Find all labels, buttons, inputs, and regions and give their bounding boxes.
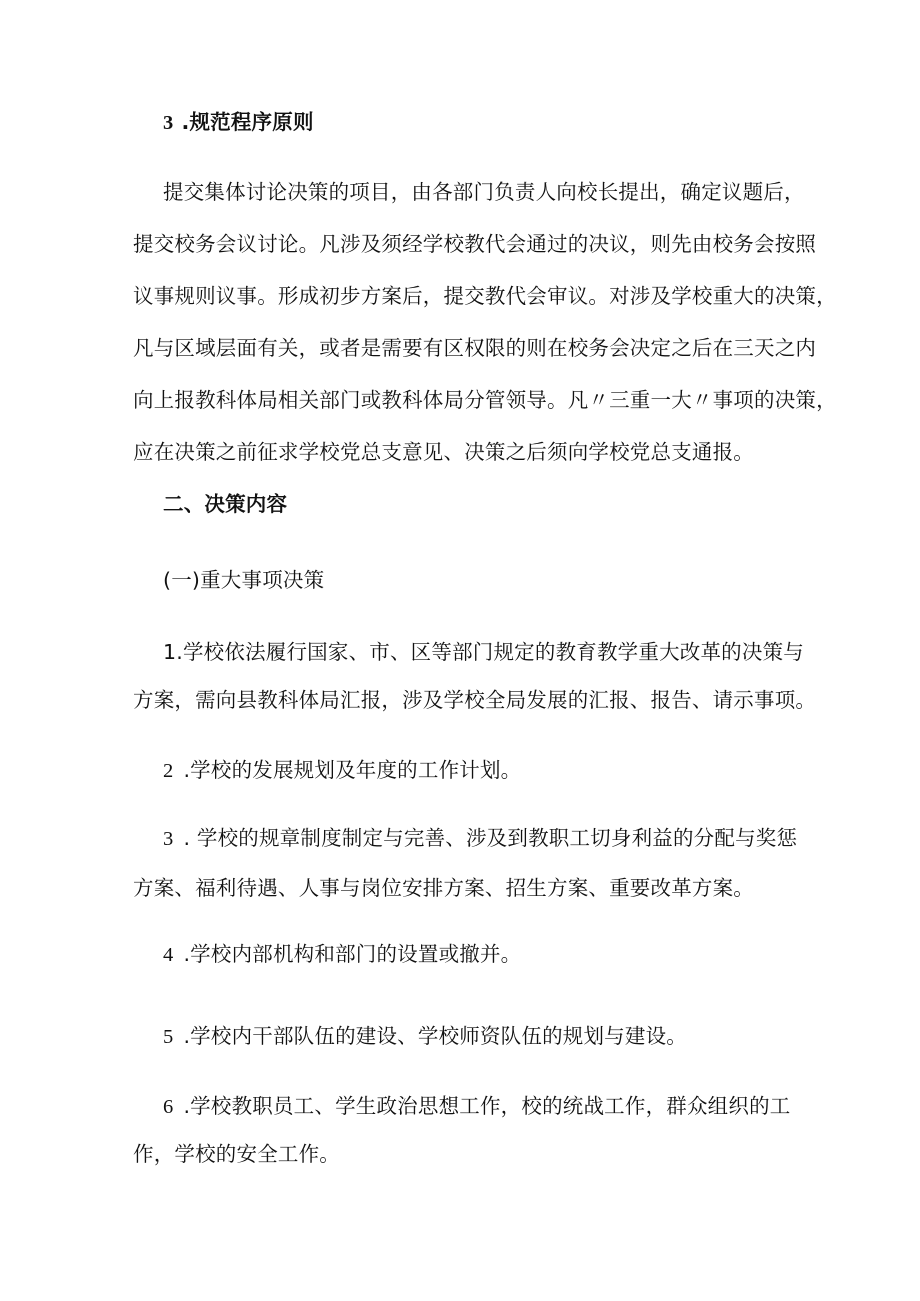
paragraph-line: 提交校务会议讨论。凡涉及须经学校教代会通过的决议，则先由校务会按照 bbox=[133, 232, 817, 256]
paragraph-line: 向上报教科体局相关部门或教科体局分管领导。凡〃三重一大〃事项的决策， bbox=[133, 388, 837, 412]
item-text: .学校教职员工、学生政治思想工作，校的统战工作，群众组织的工 bbox=[183, 1094, 791, 1118]
item-text: .学校的发展规划及年度的工作计划。 bbox=[183, 758, 522, 782]
list-item-continuation: 方案、福利待遇、人事与岗位安排方案、招生方案、重要改革方案。 bbox=[133, 876, 754, 900]
paragraph-line: 凡与区域层面有关，或者是需要有区权限的则在校务会决定之后在三天之内 bbox=[133, 336, 817, 360]
list-item bbox=[163, 1022, 687, 1051]
section-number: 3 bbox=[163, 112, 174, 134]
subsection-heading: (一)重大事项决策 bbox=[163, 568, 325, 592]
item-number: 2 bbox=[163, 760, 174, 782]
paragraph-line: 提交集体讨论决策的项目，由各部门负责人向校长提出，确定议题后， bbox=[163, 180, 805, 204]
item-number: 1 bbox=[163, 640, 177, 664]
list-item bbox=[163, 940, 521, 969]
list-item-continuation: 作，学校的安全工作。 bbox=[133, 1142, 340, 1166]
list-item bbox=[163, 638, 804, 666]
list-item bbox=[163, 1092, 790, 1121]
item-number: 4 bbox=[163, 944, 174, 966]
section-title: .规范程序原则 bbox=[181, 110, 314, 134]
item-text: . 学校的规章制度制定与完善、涉及到教职工切身利益的分配与奖惩 bbox=[183, 826, 798, 850]
paragraph-line: 议事规则议事。形成初步方案后，提交教代会审议。对涉及学校重大的决策， bbox=[133, 284, 837, 308]
part-heading: 二、决策内容 bbox=[163, 492, 288, 516]
item-text: .学校内部机构和部门的设置或撤并。 bbox=[183, 942, 522, 966]
item-number: 3 bbox=[163, 828, 174, 850]
section-heading bbox=[163, 108, 314, 137]
list-item bbox=[163, 756, 521, 785]
list-item-continuation: 方案，需向县教科体局汇报，涉及学校全局发展的汇报、报告、请示事项。 bbox=[133, 688, 817, 712]
paragraph-line: 应在决策之前征求学校党总支意见、决策之后须向学校党总支通报。 bbox=[133, 440, 754, 464]
list-item bbox=[163, 824, 797, 853]
item-text: .学校内干部队伍的建设、学校师资队伍的规划与建设。 bbox=[183, 1024, 687, 1048]
item-text: .学校依法履行国家、市、区等部门规定的教育教学重大改革的决策与 bbox=[176, 640, 804, 664]
item-number: 5 bbox=[163, 1026, 174, 1048]
item-number: 6 bbox=[163, 1096, 174, 1118]
